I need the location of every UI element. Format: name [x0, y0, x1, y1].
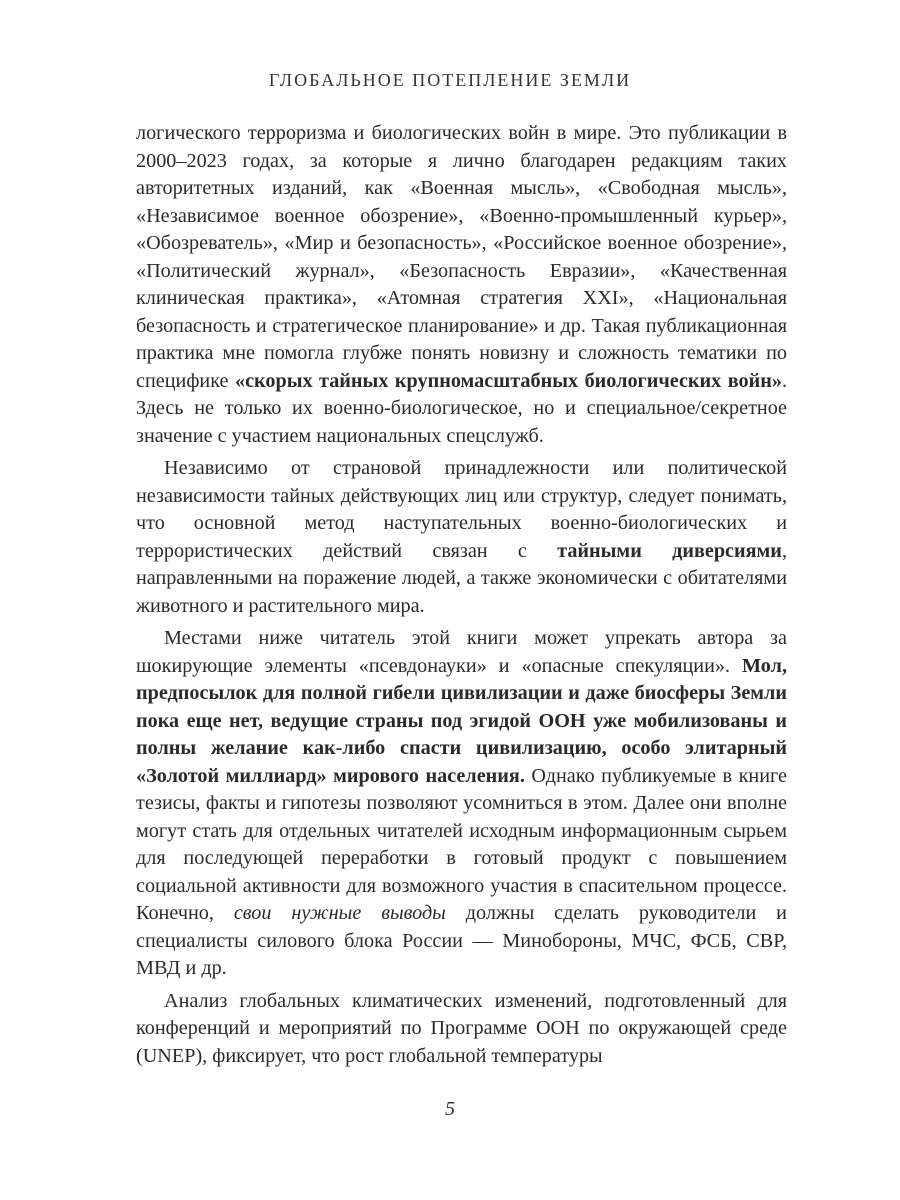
- paragraph-2-bold: тайными диверсиями: [557, 539, 782, 562]
- paragraph-2: [136, 455, 787, 620]
- paragraph-3-text-a: Местами ниже читатель этой книги может упрекать автора за шокирующие элементы «псевдонауки» и «опасные спекуляции».: [136, 627, 787, 677]
- running-head-title: ГЛОБАЛЬНОЕ ПОТЕПЛЕНИЕ ЗЕМЛИ: [268, 70, 632, 90]
- paragraph-3-bold: Мол, предпосылок для полной гибели цивилизации и даже биосферы Земли пока еще нет, ведущие страны под эгидой ООН уже мобилизованы и полны желание как-либо спасти цивилизацию, особо элитарный «Золотой миллиард» мирового населения.: [136, 654, 787, 787]
- paragraph-1-text-a: логического терроризма и биологических войн в мире. Это публикации в 2000–2023 годах, за которые я лично благодарен редакциям таких авторитетных изданий, как «Военная мысль», «Свободная мысль», «Независимое военное обозрение», «Военно-промышленный курьер», «Обозреватель», «Мир и безопасность», «Российское военное обозрение», «Политический журнал», «Безопасность Евразии», «Качественная клиническая практика», «Атомная стратегия XXI», «Национальная безопасность и стратегическое планирование» и др. Такая публикационная практика мне помогла глубже понять новизну и сложность тематики по специфике: [136, 122, 787, 392]
- paragraph-3-italic: свои нужные выводы: [233, 902, 446, 924]
- paragraph-4: [136, 988, 787, 1071]
- paragraph-1-text-b: . Здесь не только их военно-биологическое, но и специальное/секретное значение с участием национальных спецслужб.: [136, 369, 787, 447]
- paragraph-2-text-b: , направленными на поражение людей, а также экономически с обитателями животного и растительного мира.: [136, 539, 787, 617]
- body-text: [136, 120, 787, 1075]
- paragraph-1-bold: «скорых тайных крупномасштабных биологических войн»: [234, 369, 782, 392]
- paragraph-3: [136, 625, 787, 983]
- paragraph-3-text-c: должны сделать руководители и специалисты силового блока России — Минобороны, МЧС, ФСБ, СВР, МВД и др.: [136, 902, 787, 979]
- paragraph-3-text-b: Однако публикуемые в книге тезисы, факты и гипотезы позволяют усомниться в этом. Далее они вполне могут стать для отдельных читателей исходным информационным сырьем для последующей переработки в готовый продукт с повышением социальной активности для возможного участия в спасительном процессе. Конечно,: [136, 764, 787, 924]
- paragraph-4-text-a: Анализ глобальных климатических изменений, подготовленный для конференций и мероприятий по Программе ООН по окружающей среде (UNEP), фиксирует, что рост глобальной температуры: [136, 989, 787, 1067]
- paragraph-2-text-a: Независимо от страновой принадлежности или политической независимости тайных действующих лиц или структур, следует понимать, что основной метод наступательных военно-биологических и террористических действий связан с: [136, 457, 787, 562]
- paragraph-1: [136, 120, 787, 450]
- page-number: 5: [445, 1098, 455, 1120]
